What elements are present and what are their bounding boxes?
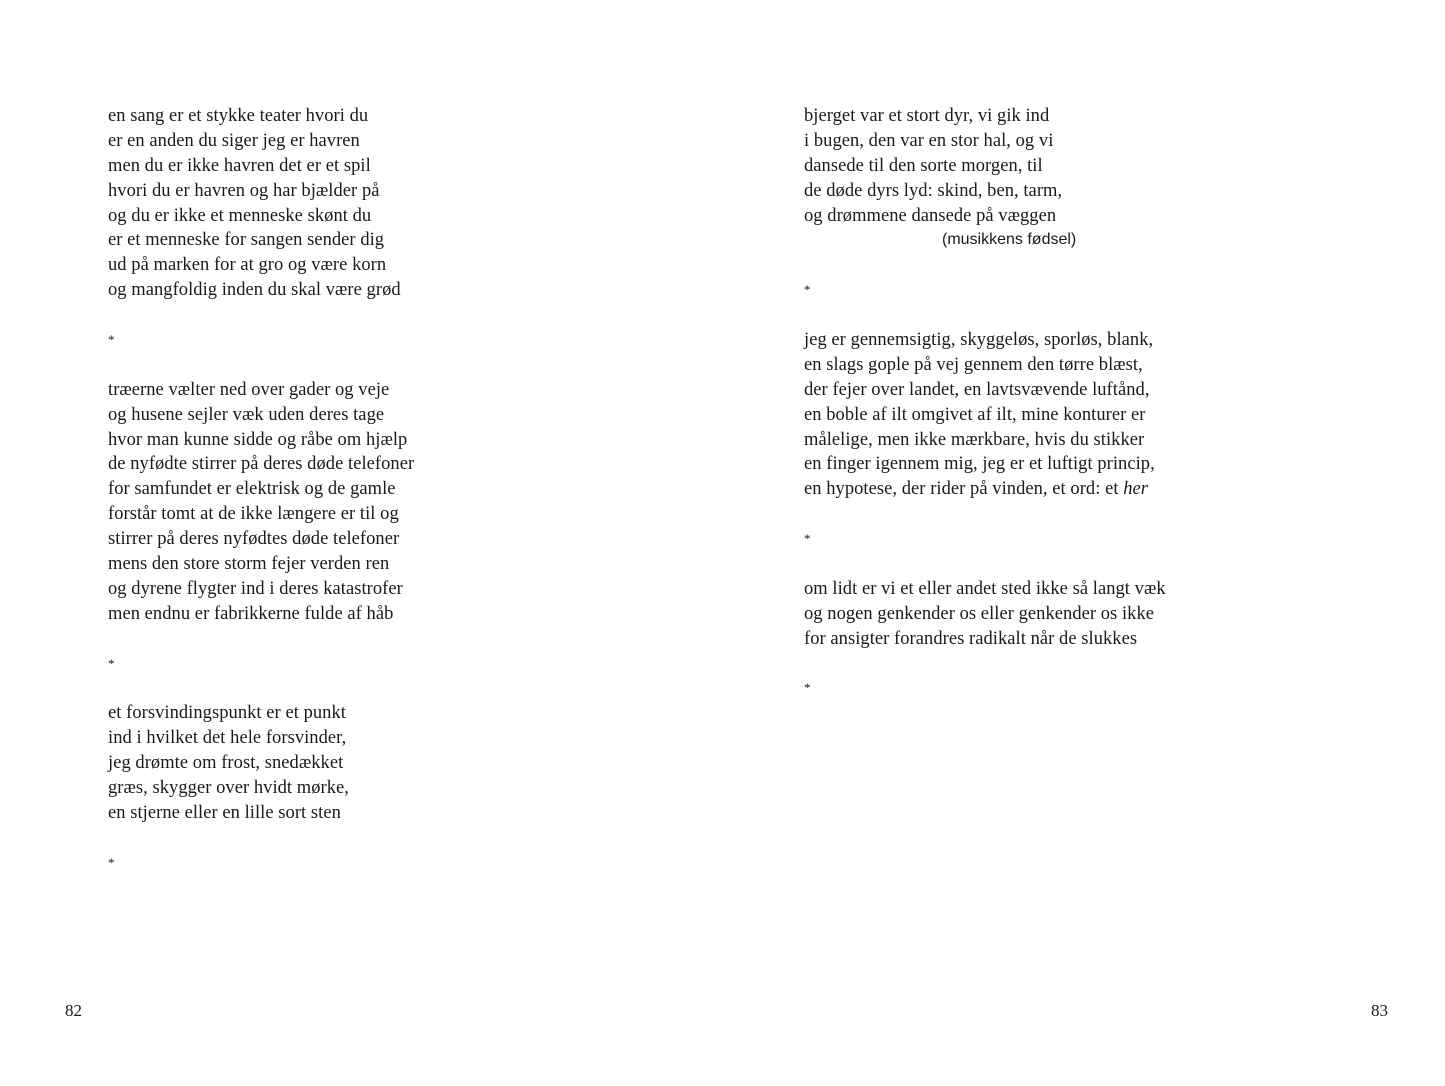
poem-line: i bugen, den var en stor hal, og vi <box>804 130 1054 151</box>
poem-line: er en anden du siger jeg er havren <box>108 130 360 151</box>
italic-word: her <box>1123 479 1149 500</box>
page-number: 83 <box>1371 1001 1388 1020</box>
page-number: 82 <box>65 1001 82 1020</box>
poem-line: mens den store storm fejer verden ren <box>108 554 390 575</box>
poem-line: for ansigter forandres radikalt når de slukkes <box>804 628 1138 649</box>
poem-line: træerne vælter ned over gader og veje <box>108 379 390 400</box>
poem-line: men endnu er fabrikkerne fulde af håb <box>108 603 394 624</box>
poem-line: er et menneske for sangen sender dig <box>108 230 385 251</box>
poem-line: om lidt er vi et eller andet sted ikke så langt væk <box>804 578 1166 599</box>
poem-line: en sang er et stykke teater hvori du <box>108 106 369 126</box>
left-poem-column <box>108 104 414 901</box>
poem-stanza <box>804 328 1166 552</box>
poem-line: for samfundet er elektrisk og de gamle <box>108 479 396 500</box>
poem-line <box>804 477 1166 502</box>
poem-line: forstår tomt at de ikke længere er til og <box>108 504 399 525</box>
poem-line: en stjerne eller en lille sort sten <box>108 802 341 823</box>
poem-line: græs, skygger over hvidt mørke, <box>108 778 349 799</box>
poem-line: og mangfoldig inden du skal være grød <box>108 280 401 301</box>
left-page <box>0 0 722 1086</box>
poem-line: dansede til den sorte morgen, til <box>804 155 1043 176</box>
poem-line: og drømmene dansede på væggen <box>804 205 1057 226</box>
poem-line: bjerget var et stort dyr, vi gik ind <box>804 106 1050 126</box>
asterisk-separator: * <box>804 680 811 696</box>
poem-line: jeg drømte om frost, snedækket <box>108 753 344 774</box>
poem-line: og du er ikke et menneske skønt du <box>108 205 372 226</box>
poem-stanza <box>804 577 1166 701</box>
poem-line: hvori du er havren og har bjælder på <box>108 180 380 201</box>
poem-line: en finger igennem mig, jeg er et luftigt princip, <box>804 454 1155 475</box>
poem-line: ud på marken for at gro og være korn <box>108 255 387 276</box>
poem-stanza <box>108 104 414 353</box>
asterisk-separator: * <box>804 282 811 298</box>
poem-line: der fejer over landet, en lavtsvævende luftånd, <box>804 379 1150 400</box>
poem-line: et forsvindingspunkt er et punkt <box>108 703 346 724</box>
poem-stanza <box>108 701 414 875</box>
poem-caption: (musikkens fødsel) <box>942 231 1077 249</box>
poem-line: de nyfødte stirrer på deres døde telefoner <box>108 454 415 475</box>
poem-line: og husene sejler væk uden deres tage <box>108 404 385 425</box>
right-page <box>722 0 1445 1086</box>
poem-line: og nogen genkender os eller genkender os ikke <box>804 603 1155 624</box>
poem-line: en slags gople på vej gennem den tørre blæst, <box>804 354 1143 375</box>
asterisk-separator: * <box>108 655 115 671</box>
poem-line: jeg er gennemsigtig, skyggeløs, sporløs, blank, <box>804 330 1154 351</box>
right-poem-column <box>804 104 1166 726</box>
poem-line: hvor man kunne sidde og råbe om hjælp <box>108 429 408 450</box>
poem-line: og dyrene flygter ind i deres katastrofer <box>108 578 403 599</box>
poem-stanza <box>108 378 414 677</box>
poem-line-text: en hypotese, der rider på vinden, et ord: et <box>804 479 1124 500</box>
asterisk-separator: * <box>804 531 811 547</box>
asterisk-separator: * <box>108 854 115 870</box>
poem-line: en boble af ilt omgivet af ilt, mine konturer er <box>804 404 1146 425</box>
asterisk-separator: * <box>108 332 115 348</box>
poem-line: målelige, men ikke mærkbare, hvis du stikker <box>804 429 1145 450</box>
poem-line: ind i hvilket det hele forsvinder, <box>108 728 347 749</box>
poem-line: de døde dyrs lyd: skind, ben, tarm, <box>804 180 1063 201</box>
poem-line: stirrer på deres nyfødtes døde telefoner <box>108 529 400 550</box>
poem-stanza <box>804 104 1166 303</box>
poem-line: men du er ikke havren det er et spil <box>108 155 371 176</box>
